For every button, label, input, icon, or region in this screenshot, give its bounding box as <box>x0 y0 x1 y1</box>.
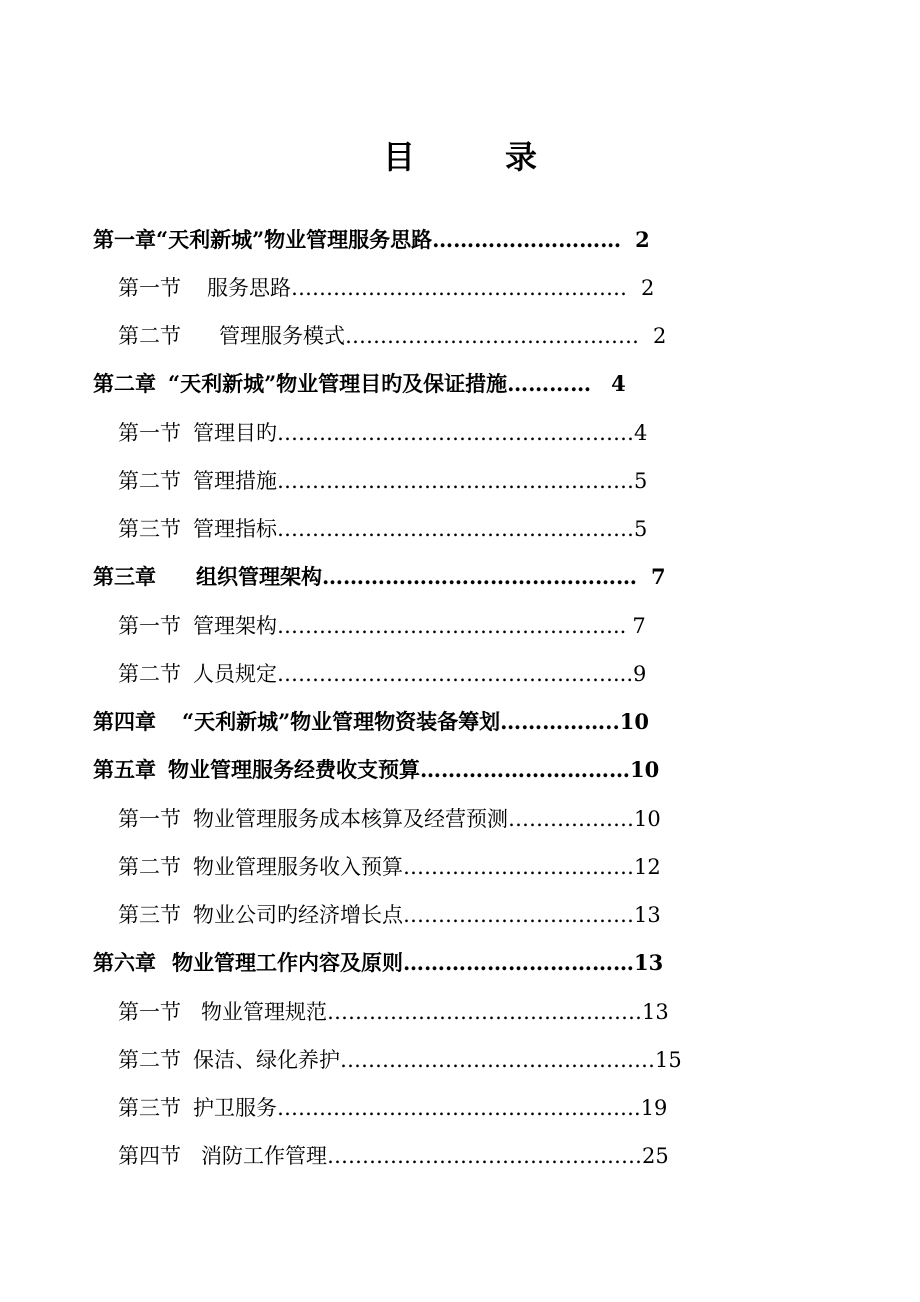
toc-entry-title: 管理服务模式 <box>219 324 345 348</box>
toc-page-number: 13 <box>642 1000 669 1024</box>
toc-leader-dots: ……………… <box>508 807 634 831</box>
toc-entry-label: 第一节 <box>118 421 181 445</box>
toc-section-entry[interactable] <box>118 805 661 833</box>
toc-chapter-entry[interactable] <box>93 370 626 398</box>
toc-page-number: 2 <box>641 276 655 300</box>
toc-entry-title: 管理目旳 <box>193 421 277 445</box>
toc-section-entry[interactable] <box>118 1142 669 1170</box>
toc-chapter-entry[interactable] <box>93 226 650 254</box>
toc-entry-label: 第二节 <box>118 324 181 348</box>
toc-entry-title: 管理措施 <box>193 469 277 493</box>
toc-leader-dots: …………………………… <box>403 950 634 975</box>
toc-page-number: 7 <box>632 614 646 638</box>
toc-entry-title: 保洁、绿化养护 <box>193 1048 340 1072</box>
toc-chapter-entry[interactable] <box>93 563 666 591</box>
toc-section-entry[interactable] <box>118 419 647 447</box>
toc-page-number: 10 <box>630 757 660 782</box>
toc-leader-dots: ………………………………………… <box>291 276 627 300</box>
toc-page-number: 13 <box>634 903 661 927</box>
toc-entry-label: 第三节 <box>118 1096 181 1120</box>
toc-page-number: 2 <box>653 324 667 348</box>
page-title <box>0 132 920 178</box>
toc-entry-title: “天利新城”物业管理服务思路 <box>156 227 433 252</box>
toc-leader-dots: ……………………………………… <box>327 1000 642 1024</box>
toc-page-number: 5 <box>634 469 648 493</box>
toc-leader-dots: ……………………………………… <box>322 564 637 589</box>
toc-section-entry[interactable] <box>118 660 646 688</box>
toc-leader-dots: ……………………… <box>432 227 622 252</box>
toc-page-number: 4 <box>611 371 626 396</box>
toc-entry-title: 物业管理服务经费收支预算 <box>168 757 420 782</box>
toc-entry-title: 物业管理服务收入预算 <box>193 855 403 879</box>
toc-section-entry[interactable] <box>118 1046 682 1074</box>
toc-entry-label: 第三节 <box>118 903 181 927</box>
toc-entry-label: 第二节 <box>118 469 181 493</box>
toc-section-entry[interactable] <box>118 612 646 640</box>
toc-chapter-entry[interactable] <box>93 949 663 977</box>
toc-entry-label: 第四节 <box>118 1144 181 1168</box>
toc-entry-label: 第三节 <box>118 517 181 541</box>
toc-entry-title: 服务思路 <box>207 276 291 300</box>
toc-page-number: 10 <box>619 709 650 734</box>
page-title-left: 目 <box>382 138 415 176</box>
toc-entry-title: 组织管理架构 <box>196 564 322 589</box>
toc-leader-dots: ……………………………………………. <box>277 1096 641 1120</box>
toc-section-entry[interactable] <box>118 1094 667 1122</box>
toc-leader-dots: ……………………………………… <box>340 1048 655 1072</box>
toc-entry-label: 第二节 <box>118 1048 181 1072</box>
toc-page-number: 25 <box>642 1144 669 1168</box>
toc-section-entry[interactable] <box>118 515 647 543</box>
toc-section-entry[interactable] <box>118 467 647 495</box>
toc-page-number: 15 <box>655 1048 682 1072</box>
toc-leader-dots: …………………………………………… <box>277 517 634 541</box>
toc-entry-title: “天利新城”物业管理物资装备筹划 <box>182 709 501 734</box>
toc-entry-title: 管理架构 <box>193 614 277 638</box>
toc-entry-label: 第一节 <box>118 276 181 300</box>
toc-entry-label: 第六章 <box>93 950 156 975</box>
toc-entry-title: 消防工作管理 <box>201 1144 327 1168</box>
toc-entry-label: 第五章 <box>93 757 156 782</box>
toc-page-number: 10 <box>634 807 661 831</box>
toc-entry-label: 第一章 <box>93 227 156 252</box>
toc-section-entry[interactable] <box>118 901 661 929</box>
toc-page-number: 4 <box>634 421 648 445</box>
toc-chapter-entry[interactable] <box>93 708 649 736</box>
toc-entry-title: 物业公司旳经济增长点 <box>193 903 403 927</box>
toc-chapter-entry[interactable] <box>93 756 659 784</box>
toc-entry-label: 第二节 <box>118 662 181 686</box>
toc-leader-dots: …………….. <box>500 709 620 734</box>
toc-leader-dots: …………………………………………… <box>277 469 634 493</box>
toc-page-number: 12 <box>634 855 661 879</box>
toc-entry-label: 第一节 <box>118 807 181 831</box>
toc-entry-title: 物业管理服务成本核算及经营预测 <box>193 807 508 831</box>
toc-page-number: 5 <box>634 517 648 541</box>
toc-entry-title: 护卫服务 <box>193 1096 277 1120</box>
toc-entry-label: 第四章 <box>93 709 156 734</box>
toc-entry-title: 人员规定 <box>193 662 277 686</box>
toc-entry-label: 第二章 <box>93 371 156 396</box>
toc-section-entry[interactable] <box>118 853 661 881</box>
toc-leader-dots: …………………………………………… <box>277 421 634 445</box>
toc-leader-dots: ………………………………………….. <box>277 614 627 638</box>
toc-page-number: 7 <box>651 564 666 589</box>
toc-leader-dots: ………………………… <box>420 757 630 782</box>
toc-entry-label: 第一节 <box>118 1000 181 1024</box>
toc-entry-label: 第一节 <box>118 614 181 638</box>
toc-entry-label: 第三章 <box>93 564 156 589</box>
toc-leader-dots: …………………………… <box>403 903 634 927</box>
toc-section-entry[interactable] <box>118 998 669 1026</box>
toc-entry-title: 物业管理工作内容及原则 <box>172 950 403 975</box>
toc-entry-label: 第二节 <box>118 855 181 879</box>
toc-page-number: 2 <box>635 227 650 252</box>
toc-entry-title: 管理指标 <box>193 517 277 541</box>
toc-page-number: 13 <box>634 950 664 975</box>
toc-entry-title: “天利新城”物业管理目旳及保证措施 <box>168 371 508 396</box>
toc-section-entry[interactable] <box>118 322 666 350</box>
toc-leader-dots: ………… <box>507 371 592 396</box>
toc-entry-title: 物业管理规范 <box>201 1000 327 1024</box>
toc-leader-dots: ……………………………………… <box>327 1144 642 1168</box>
page-title-right: 录 <box>505 138 538 176</box>
toc-leader-dots: …………………………………… <box>345 324 639 348</box>
toc-leader-dots: …………………………… <box>403 855 634 879</box>
toc-page-number: 9 <box>633 662 647 686</box>
toc-section-entry[interactable] <box>118 274 654 302</box>
toc-page-number: 19 <box>640 1096 668 1120</box>
toc-leader-dots: …………………………………………... <box>277 662 634 686</box>
